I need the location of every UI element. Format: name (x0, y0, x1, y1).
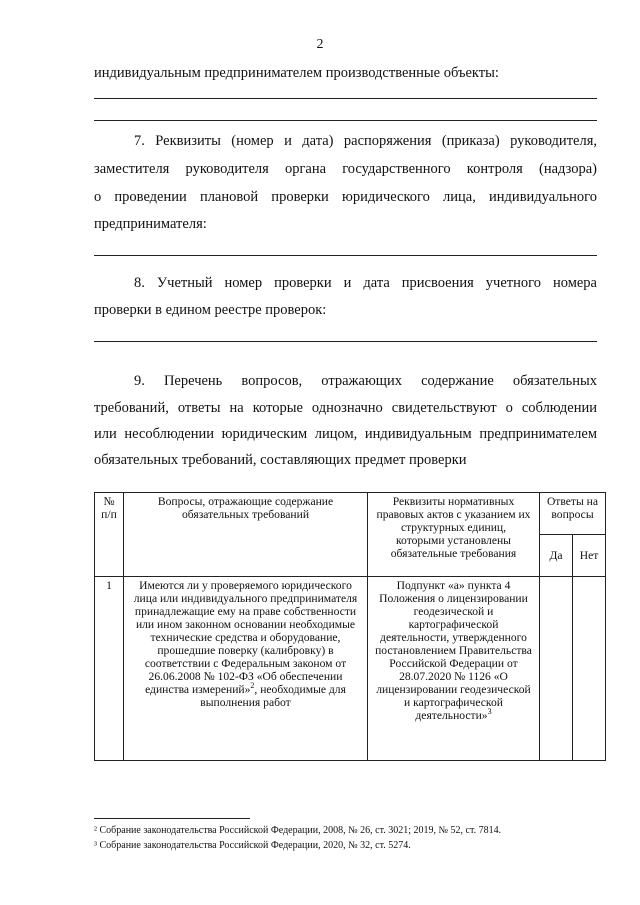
requirements-table (94, 492, 606, 761)
row-num: 1 (95, 577, 124, 761)
fill-line (94, 255, 597, 256)
item9-line-3: или несоблюдении юридическим лицом, индивидуальным предпринимателем (94, 426, 597, 442)
page-number: 2 (316, 37, 324, 52)
item9-line-2: требований, ответы на которые однозначно свидетельствуют о соблюдении (94, 400, 597, 416)
fill-line (94, 98, 597, 99)
fill-line (94, 120, 597, 121)
footnote-ref-2: 2 (250, 681, 255, 691)
row-act (368, 577, 540, 761)
item7-line-2: заместителя руководителя органа государственного контроля (надзора) (94, 161, 597, 177)
item7-line-3: о проведении плановой проверки юридического лица, индивидуального (94, 189, 597, 205)
footnote-3: ³ Собрание законодательства Российской Федерации, 2020, № 32, ст. 5274. (94, 840, 411, 851)
item8-line-1: 8. Учетный номер проверки и дата присвоения учетного номера (134, 275, 597, 291)
header-questions: Вопросы, отражающие содержание обязательных требований (124, 493, 368, 577)
footnote-ref-3: 3 (487, 707, 492, 717)
header-answers: Ответы на вопросы (540, 493, 606, 535)
fill-line (94, 341, 597, 342)
row-question (124, 577, 368, 761)
table-row (95, 577, 606, 761)
footnote-separator (94, 818, 250, 819)
row-answer-yes[interactable] (540, 577, 573, 761)
item8-line-2: проверки в едином реестре проверок: (94, 302, 327, 318)
table-header-row (95, 493, 606, 535)
header-acts: Реквизиты нормативных правовых актов с указанием их структурных единиц, которыми установлены обязательные требования (368, 493, 540, 577)
item9-line-4: обязательных требований, составляющих предмет проверки (94, 452, 467, 468)
header-no: Нет (573, 535, 606, 577)
header-num: № п/п (95, 493, 124, 577)
footnote-2: ² Собрание законодательства Российской Федерации, 2008, № 26, ст. 3021; 2019, № 52, ст. 7814. (94, 825, 502, 836)
row-question-text: Имеются ли у проверяемого юридического лица или индивидуального предпринимателя принадлежащие ему на праве собственности или ином законном основании необходимые технические средства и оборудование, прошедшие поверку (калибровку) в соответствии с Федеральным законом от 26.06.2008 № 102-ФЗ «Об обеспечении единства измерений» (133, 579, 358, 696)
item7-line-1: 7. Реквизиты (номер и дата) распоряжения (приказа) руководителя, (134, 133, 597, 149)
header-yes: Да (540, 535, 573, 577)
row-answer-no[interactable] (573, 577, 606, 761)
item9-line-1: 9. Перечень вопросов, отражающих содержание обязательных (134, 373, 597, 389)
row-act-text: Подпункт «а» пункта 4 Положения о лицензировании геодезической и картографической деятельности, утвержденного постановлением Правительства Российской Федерации от 28.07.2020 № 1126 «О лицензировании геодезической и картографической деятельности» (375, 579, 532, 722)
intro-line: индивидуальным предпринимателем производственные объекты: (94, 65, 499, 81)
item7-line-4: предпринимателя: (94, 216, 207, 232)
row-question-tail: , необходимые для выполнения работ (200, 683, 346, 709)
